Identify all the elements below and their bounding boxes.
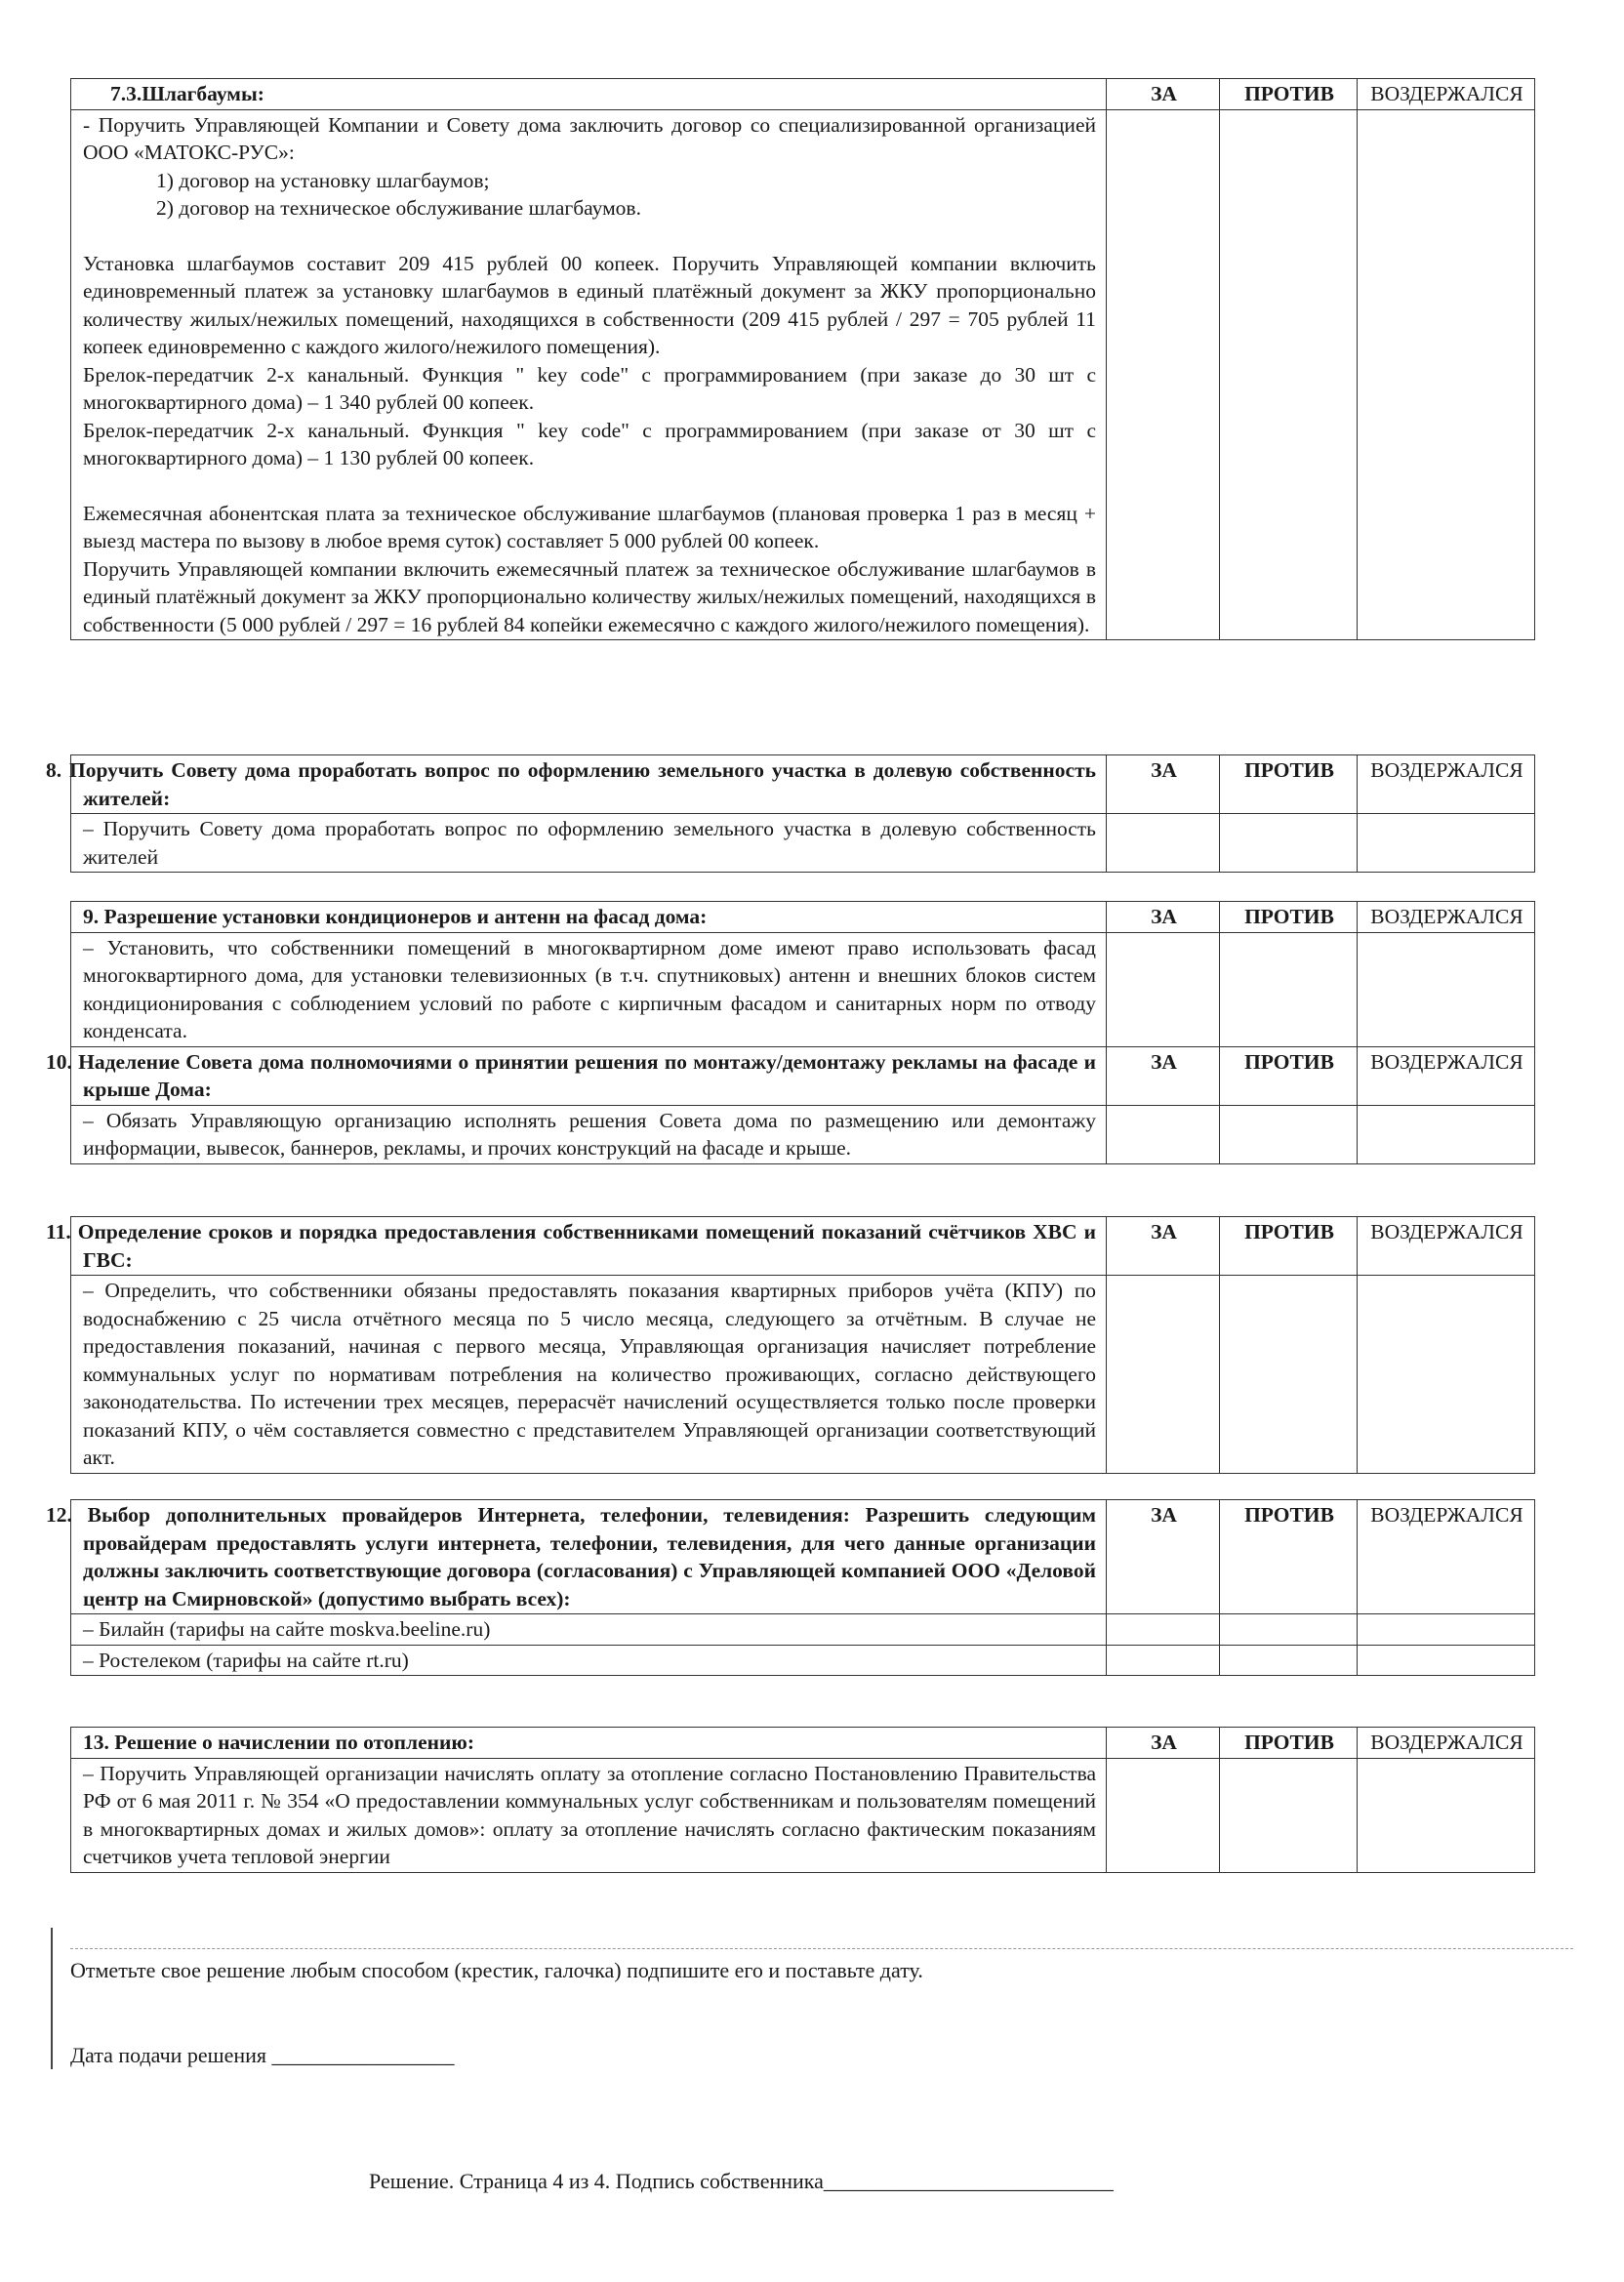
section-13-table	[70, 1727, 1535, 1873]
margin-line	[51, 1928, 53, 2069]
list-item: 1) договор на установку шлагбаумов;	[156, 168, 490, 192]
provider-option-beeline: – Билайн (тарифы на сайте moskva.beeline.ru)	[71, 1614, 1107, 1646]
section-body: – Поручить Совету дома проработать вопрос по оформлению земельного участка в долевую собственность жителей	[71, 814, 1107, 873]
section-title: 12. Выбор дополнительных провайдеров Интернета, телефонии, телевидения: Разрешить следующим провайдерам предоставлять услуги интернета, телефонии, телевидения, для чего данные организации должны заключить соответствующие договора (согласования) с Управляющей компанией ООО «Деловой центр на Смирновской» (допустимо выбрать всех):	[71, 1500, 1107, 1614]
divider	[70, 1948, 1573, 1949]
za-checkbox-cell[interactable]	[1107, 109, 1220, 640]
za-checkbox-cell[interactable]	[1107, 814, 1220, 873]
za-header: ЗА	[1107, 1728, 1220, 1759]
section-title: 11. Определение сроков и порядка предоставления собственниками помещений показаний счётчиков ХВС и ГВС:	[71, 1217, 1107, 1276]
section-body: – Установить, что собственники помещений в многоквартирном доме имеют право использовать фасад многоквартирного дома, для установки телевизионных (в т.ч. спутниковых) антенн и внешних блоков систем кондиционирования с соблюдением условий по работе с кирпичным фасадом и санитарных норм по отводу конденсата.	[71, 932, 1107, 1046]
protiv-checkbox-cell[interactable]	[1220, 109, 1358, 640]
section-body: – Поручить Управляющей организации начислять оплату за отопление согласно Постановлению Правительства РФ от 6 мая 2011 г. № 354 «О предоставлении коммунальных услуг собственникам и пользователям помещений в многоквартирных домах и жилых домов»: оплату за отопление начислять согласно фактическим показаниям счетчиков учета тепловой энергии	[71, 1758, 1107, 1872]
protiv-header: ПРОТИВ	[1220, 1728, 1358, 1759]
protiv-header: ПРОТИВ	[1220, 902, 1358, 933]
vozd-checkbox-cell[interactable]	[1358, 1276, 1535, 1474]
vozd-header: ВОЗДЕРЖАЛСЯ	[1358, 79, 1535, 110]
za-header: ЗА	[1107, 755, 1220, 814]
za-checkbox-cell[interactable]	[1107, 1758, 1220, 1872]
section-body: – Обязать Управляющую организацию исполнять решения Совета дома по размещению или демонтажу информации, вывесок, баннеров, рекламы, и прочих конструкций на фасаде и крыше.	[71, 1105, 1107, 1163]
vozd-header: ВОЗДЕРЖАЛСЯ	[1358, 1046, 1535, 1105]
paragraph: Поручить Управляющей компании включить ежемесячный платеж за техническое обслуживание шлагбаумов в единый платёжный документ за ЖКУ пропорционально количеству жилых/нежилых помещений, находящихся в собственности (5 000 рублей / 297 = 16 рублей 84 копейки ежемесячно с каждого жилого/нежилого помещения).	[83, 556, 1096, 636]
section-8-table	[46, 754, 1535, 873]
paragraph: - Поручить Управляющей Компании и Совету дома заключить договор со специализированной организацией ООО «МАТОКС-РУС»:	[83, 112, 1096, 164]
protiv-header: ПРОТИВ	[1220, 1500, 1358, 1614]
protiv-header: ПРОТИВ	[1220, 1046, 1358, 1105]
section-body	[71, 109, 1107, 640]
date-field[interactable]: Дата подачи решения _________________	[70, 2043, 455, 2067]
section-12-table	[46, 1499, 1535, 1676]
vozd-header: ВОЗДЕРЖАЛСЯ	[1358, 902, 1535, 933]
za-header: ЗА	[1107, 1217, 1220, 1276]
section-title: 8. Поручить Совету дома проработать вопрос по оформлению земельного участка в долевую собственность жителей:	[71, 755, 1107, 814]
vozd-checkbox-cell[interactable]	[1358, 1645, 1535, 1676]
protiv-checkbox-cell[interactable]	[1220, 1276, 1358, 1474]
page-signature-line[interactable]: Решение. Страница 4 из 4. Подпись собственника___________________________	[369, 2169, 1114, 2193]
vozd-checkbox-cell[interactable]	[1358, 1758, 1535, 1872]
instruction-text: Отметьте свое решение любым способом (крестик, галочка) подпишите его и поставьте дату.	[70, 1958, 923, 1982]
vozd-header: ВОЗДЕРЖАЛСЯ	[1358, 1500, 1535, 1614]
vozd-checkbox-cell[interactable]	[1358, 814, 1535, 873]
provider-option-rostelecom: – Ростелеком (тарифы на сайте rt.ru)	[71, 1645, 1107, 1676]
vozd-header: ВОЗДЕРЖАЛСЯ	[1358, 755, 1535, 814]
vozd-checkbox-cell[interactable]	[1358, 1614, 1535, 1646]
section-body: – Определить, что собственники обязаны предоставлять показания квартирных приборов учёта (КПУ) по водоснабжению с 25 числа отчётного месяца по 5 число месяца, следующего за отчётным. В случае не предоставления показаний, начиная с первого месяца, Управляющая организация начисляет потребление коммунальных услуг по нормативам потребления на количество проживающих, согласно действующего законодательства. По истечении трех месяцев, перерасчёт начислений осуществляется только после проверки показаний КПУ, о чём составляется совместно с представителем Управляющей организации соответствующий акт.	[71, 1276, 1107, 1474]
za-checkbox-cell[interactable]	[1107, 1276, 1220, 1474]
za-header: ЗА	[1107, 1046, 1220, 1105]
za-checkbox-cell[interactable]	[1107, 1614, 1220, 1646]
list-item: 2) договор на техническое обслуживание шлагбаумов.	[156, 196, 641, 220]
protiv-checkbox-cell[interactable]	[1220, 1105, 1358, 1163]
section-title: 7.3.Шлагбаумы:	[71, 79, 1107, 110]
za-header: ЗА	[1107, 902, 1220, 933]
protiv-header: ПРОТИВ	[1220, 755, 1358, 814]
vozd-header: ВОЗДЕРЖАЛСЯ	[1358, 1217, 1535, 1276]
section-title: 13. Решение о начислении по отоплению:	[71, 1728, 1107, 1759]
protiv-checkbox-cell[interactable]	[1220, 932, 1358, 1046]
section-title: 9. Разрешение установки кондиционеров и антенн на фасад дома:	[71, 902, 1107, 933]
section-11-table	[46, 1216, 1535, 1474]
protiv-checkbox-cell[interactable]	[1220, 814, 1358, 873]
section-title: 10. Наделение Совета дома полномочиями о принятии решения по монтажу/демонтажу рекламы на фасаде и крыше Дома:	[71, 1046, 1107, 1105]
protiv-checkbox-cell[interactable]	[1220, 1645, 1358, 1676]
za-header: ЗА	[1107, 79, 1220, 110]
vozd-checkbox-cell[interactable]	[1358, 109, 1535, 640]
vozd-header: ВОЗДЕРЖАЛСЯ	[1358, 1728, 1535, 1759]
za-checkbox-cell[interactable]	[1107, 932, 1220, 1046]
section-9-10-table	[46, 901, 1535, 1164]
protiv-checkbox-cell[interactable]	[1220, 1758, 1358, 1872]
paragraph: Ежемесячная абонентская плата за техническое обслуживание шлагбаумов (плановая проверка 1 раз в месяц + выезд мастера по вызову в любое время суток) составляет 5 000 рублей 00 копеек.	[83, 501, 1096, 552]
paragraph: Брелок-передатчик 2-х канальный. Функция " key code" с программированием (при заказе до 30 шт с многоквартирного дома) – 1 340 рублей 00 копеек.	[83, 362, 1096, 414]
protiv-checkbox-cell[interactable]	[1220, 1614, 1358, 1646]
paragraph: Брелок-передатчик 2-х канальный. Функция " key code" с программированием (при заказе от 30 шт с многоквартирного дома) – 1 130 рублей 00 копеек.	[83, 418, 1096, 469]
protiv-header: ПРОТИВ	[1220, 79, 1358, 110]
za-header: ЗА	[1107, 1500, 1220, 1614]
vozd-checkbox-cell[interactable]	[1358, 932, 1535, 1046]
za-checkbox-cell[interactable]	[1107, 1645, 1220, 1676]
protiv-header: ПРОТИВ	[1220, 1217, 1358, 1276]
section-7-3-table	[70, 78, 1535, 640]
paragraph: Установка шлагбаумов составит 209 415 рублей 00 копеек. Поручить Управляющей компании включить единовременный платеж за установку шлагбаумов в единый платёжный документ за ЖКУ пропорционально количеству жилых/нежилых помещений, находящихся в собственности (209 415 рублей / 297 = 705 рублей 11 копеек единовременно с каждого жилого/нежилого помещения).	[83, 251, 1096, 358]
vozd-checkbox-cell[interactable]	[1358, 1105, 1535, 1163]
za-checkbox-cell[interactable]	[1107, 1105, 1220, 1163]
